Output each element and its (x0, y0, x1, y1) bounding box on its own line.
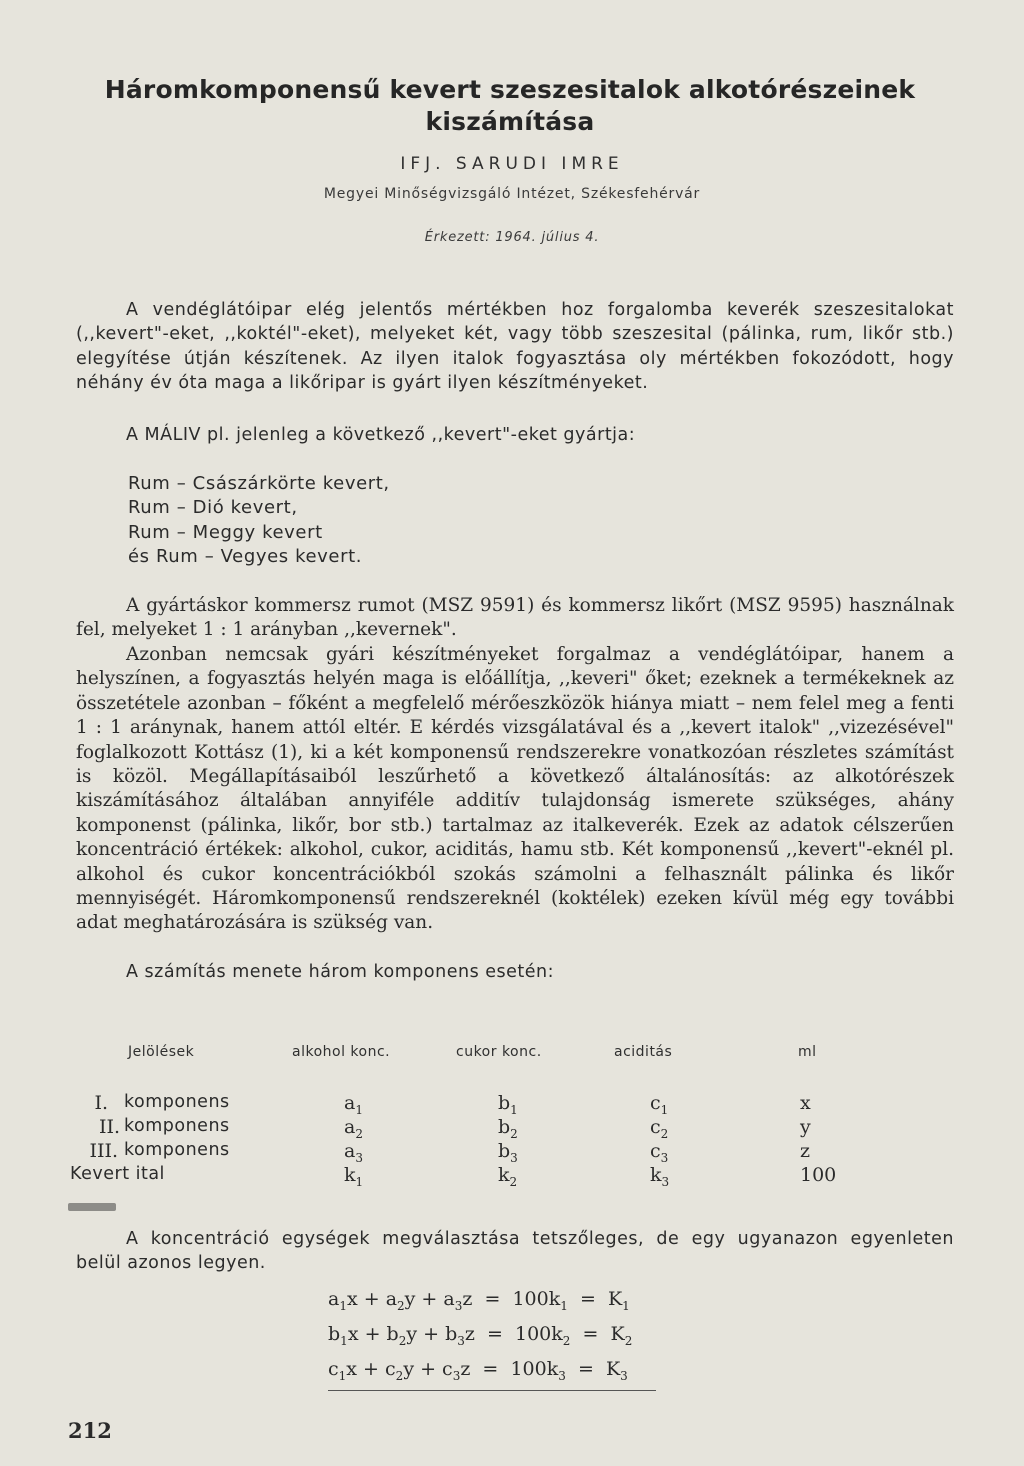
product-list-item: Rum – Dió kevert, (128, 497, 298, 519)
cell-sugar-sub: 2 (510, 1126, 518, 1141)
row-label: komponens (124, 1092, 230, 1112)
article-title: Háromkomponensű kevert szeszesitalok alkotórészeinek kiszámítása (104, 75, 916, 136)
paragraph-maliv: A MÁLIV pl. jelenleg a következő ,,kevert"-eket gyártja: (126, 425, 636, 445)
cell-acidity: c (650, 1140, 661, 1162)
cell-sugar-sub: 3 (510, 1150, 518, 1165)
cell-sugar-sub: 2 (509, 1174, 518, 1189)
paragraph-analysis: Azonban nemcsak gyári készítményeket forgalmaz a vendéglátóipar, hanem a helyszínen, a fogyasztás helyén maga is előállítja, ,,keveri" őket; ezeknek a termékeknek az összetétele azonban – főként a megfelelő mérőeszközök hiánya miatt – nem felel meg a fenti 1 : 1 aránynak, hanem attól eltér. E kérdés vizsgálatával és a ,,kevert italok" ,,vizezésével" foglalkozott Kottász (1), ki a két komponensű rendszerekre vonatkozóan részletes számítást is közöl. Megállapításaiból leszűrhető a következő általánosítás: az alkotórészek kiszámításához általában annyiféle additív tulajdonság ismerete szükséges, ahány komponenst (pálinka, likőr, bor stb.) tartalmaz az italkeverék. Ezek az adatok célszerűen koncentráció értékek: alkohol, cukor, aciditás, hamu stb. Két komponensű ,,kevert"-eknél pl. alkohol és cukor koncentrációkból szokás számolni a felhasznált pálinka és likőr mennyiségét. Háromkomponensű rendszereknél (koktélek) ezeken kívül még egy további adat meghatározására is szükség van. (76, 644, 954, 934)
cell-alcohol: k (344, 1164, 356, 1186)
product-list-item: és Rum – Vegyes kevert. (128, 546, 363, 568)
table-header-acidity: aciditás (614, 1044, 673, 1060)
product-list-item: Rum – Császárkörte kevert, (128, 473, 390, 494)
cell-sugar: b (498, 1092, 511, 1114)
table-header-notation: Jelölések (128, 1044, 195, 1060)
row-label: komponens (124, 1140, 230, 1160)
table-header-alcohol: alkohol konc. (292, 1044, 391, 1060)
row-label: Kevert ital (70, 1164, 165, 1184)
author-name: IFJ. SARUDI IMRE (400, 154, 624, 174)
cell-alcohol: a (344, 1092, 356, 1114)
paragraph-production: A gyártáskor kommersz rumot (MSZ 9591) és kommersz likőrt (MSZ 9595) használnak fel, melyeket 1 : 1 arányban ,,kevernek". (76, 595, 954, 641)
paragraph-intro: A vendéglátóipar elég jelentős mértékben hoz forgalomba keverék szeszesitalokat (,,kevert"-eket, ,,koktél"-eket), melyeket két, vagy több szeszesital (pálinka, rum, likőr stb.) elegyítése útján készítenek. Az ilyen italok fogyasztása oly mértékben fokozódott, hogy néhány év óta maga a likőripar is gyárt ilyen készítményeket. (76, 300, 954, 394)
cell-acidity-sub: 3 (661, 1174, 670, 1189)
paragraph-calc-intro: A számítás menete három komponens esetén: (126, 962, 555, 982)
table-header-sugar: cukor konc. (456, 1044, 542, 1060)
cell-acidity: k (650, 1164, 662, 1186)
equation-underline (328, 1390, 656, 1391)
equation-2: $b_1x + b_2y + b_3z = 100k_2 = K_2$ (328, 1323, 633, 1348)
table-row (0, 1140, 1024, 1164)
print-smudge (68, 1203, 116, 1211)
cell-alcohol-sub: 3 (355, 1150, 363, 1165)
row-label: komponens (124, 1116, 230, 1136)
cell-sugar: b (498, 1116, 511, 1138)
row-roman: II. (98, 1116, 120, 1138)
cell-sugar-sub: 1 (510, 1102, 518, 1117)
cell-alcohol: a (344, 1116, 356, 1138)
table-header-ml: ml (798, 1044, 817, 1060)
cell-sugar: b (498, 1140, 511, 1162)
cell-ml: z (800, 1140, 811, 1162)
cell-acidity-sub: 3 (660, 1150, 669, 1165)
cell-alcohol-sub: 1 (355, 1102, 363, 1117)
cell-acidity: c (650, 1116, 661, 1138)
cell-ml: 100 (800, 1164, 837, 1186)
product-list-item: Rum – Meggy kevert (128, 521, 323, 543)
cell-alcohol-sub: 2 (355, 1126, 363, 1141)
equation-3: $c_1x + c_2y + c_3z = 100k_3 = K_3$ (328, 1358, 628, 1383)
table-row (0, 1164, 1024, 1188)
received-date: Érkezett: 1964. július 4. (424, 230, 600, 245)
cell-alcohol: a (344, 1140, 356, 1162)
cell-acidity-sub: 1 (660, 1102, 669, 1117)
cell-ml: y (800, 1116, 811, 1138)
table-row (0, 1116, 1024, 1140)
paragraph-units: A koncentráció egységek megválasztása tetszőleges, de egy ugyanazon egyenleten belül azonos legyen. (76, 1229, 954, 1274)
page-number: 212 (68, 1418, 112, 1443)
author-affiliation: Megyei Minőségvizsgáló Intézet, Székesfehérvár (323, 186, 701, 202)
equation-1: $a_1x + a_2y + a_3z = 100k_1 = K_1$ (328, 1288, 630, 1313)
cell-acidity-sub: 2 (660, 1126, 669, 1141)
cell-sugar: k (498, 1164, 510, 1186)
row-roman: III. (89, 1140, 118, 1162)
cell-alcohol-sub: 1 (355, 1174, 364, 1189)
product-list (128, 472, 390, 570)
cell-ml: x (800, 1092, 811, 1114)
cell-acidity: c (650, 1092, 661, 1114)
row-roman: I. (94, 1092, 108, 1114)
table-row (0, 1092, 1024, 1116)
